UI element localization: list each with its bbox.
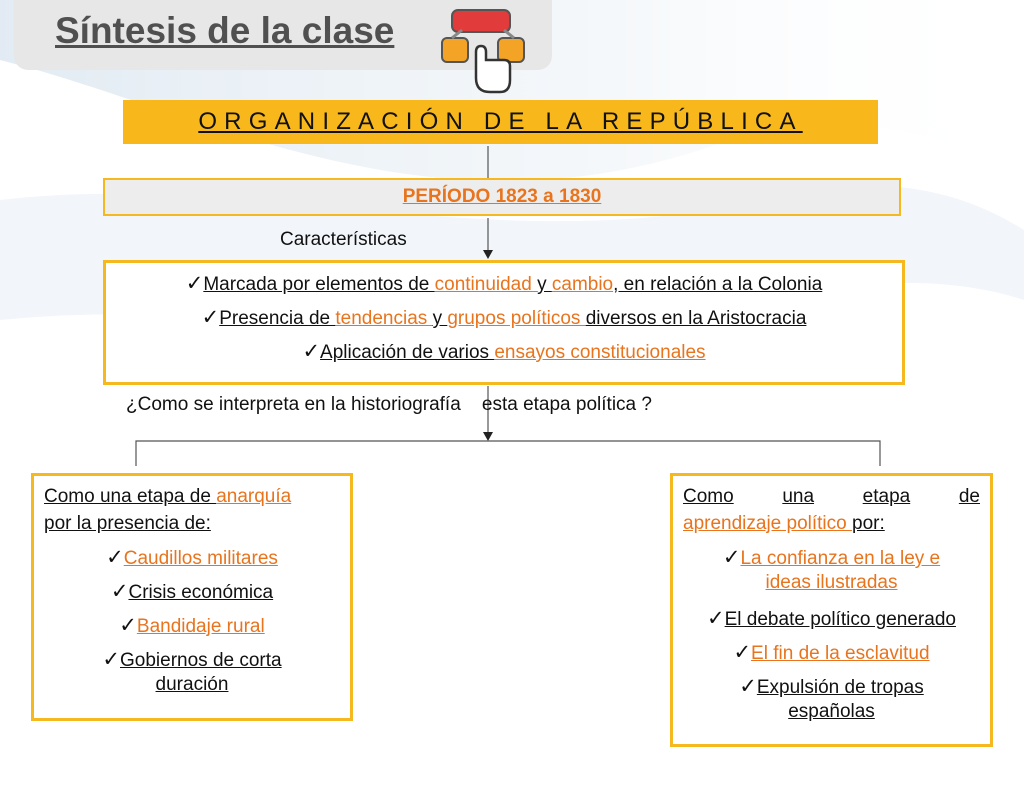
heading-box — [123, 100, 878, 144]
question-text: ¿Como se interpreta en la historiografía esta etapa política ? — [126, 394, 652, 415]
intro-text: Como una etapa de — [44, 486, 217, 507]
item-text: Expulsión de tropas — [756, 677, 924, 698]
intro-text: Como — [683, 486, 734, 507]
characteristics-label: Características — [280, 229, 407, 250]
characteristic-text: y — [432, 308, 448, 329]
item-text: El debate político generado — [724, 609, 956, 630]
check-icon: ✓ — [102, 648, 120, 671]
hand-pointer-diagram-icon — [438, 8, 530, 96]
intro-text: etapa — [862, 486, 911, 507]
characteristic-item — [106, 339, 902, 364]
characteristic-text: cambio — [551, 274, 614, 295]
check-icon: ✓ — [707, 607, 725, 630]
period-box — [103, 178, 901, 216]
intro-text: por la presencia de: — [44, 513, 211, 534]
learning-box — [670, 473, 993, 747]
characteristic-text: continuidad — [434, 274, 538, 295]
intro-text: una — [782, 486, 815, 507]
characteristic-text: Presencia de — [219, 308, 336, 329]
anarchy-box — [31, 473, 353, 721]
list-item-continuation — [34, 674, 350, 696]
characteristic-text: tendencias — [335, 308, 433, 329]
characteristic-text: ensayos constitucionales — [494, 342, 706, 363]
characteristic-item — [106, 305, 902, 330]
anarchy-intro-line — [44, 486, 291, 508]
heading: ORGANIZACIÓN DE LA REPÚBLICA — [198, 108, 803, 135]
check-icon: ✓ — [106, 546, 124, 569]
page-title: Síntesis de la clase — [55, 10, 395, 51]
item-text: Bandidaje rural — [136, 616, 265, 637]
characteristic-text: grupos políticos — [447, 308, 586, 329]
intro-text: por: — [852, 513, 885, 534]
check-icon: ✓ — [185, 272, 204, 295]
intro-highlight: anarquía — [216, 486, 292, 507]
item-text: duración — [155, 674, 229, 695]
list-item — [34, 647, 350, 672]
item-text: Crisis económica — [128, 582, 274, 603]
check-icon: ✓ — [739, 675, 757, 698]
item-text: Gobiernos de corta — [120, 650, 282, 671]
characteristic-text: y — [537, 274, 552, 295]
check-icon: ✓ — [302, 340, 321, 363]
list-item — [673, 606, 990, 631]
characteristic-item — [106, 271, 902, 296]
characteristics-box — [103, 260, 905, 385]
check-icon: ✓ — [201, 306, 220, 329]
item-text: La confianza en la ley e — [740, 548, 941, 569]
item-text: El fin de la esclavitud — [751, 643, 930, 664]
item-text: españolas — [788, 701, 875, 722]
check-icon: ✓ — [119, 614, 137, 637]
learning-intro-line — [683, 513, 885, 535]
list-item-continuation — [673, 701, 990, 723]
check-icon: ✓ — [733, 641, 752, 664]
list-item-continuation — [673, 572, 990, 594]
list-item — [673, 640, 990, 665]
period-label: PERÍODO 1823 a 1830 — [402, 186, 602, 207]
characteristic-text: Aplicación de varios — [320, 342, 495, 363]
characteristic-text: , en relación a la Colonia — [613, 274, 823, 295]
item-text: ideas ilustradas — [765, 572, 898, 593]
check-icon: ✓ — [110, 580, 129, 603]
list-item — [34, 579, 350, 604]
intro-text: de — [958, 486, 980, 507]
characteristic-text: Marcada por elementos de — [203, 274, 435, 295]
characteristic-text: diversos en la Aristocracia — [585, 308, 807, 329]
list-item — [673, 674, 990, 699]
list-item — [34, 613, 350, 638]
item-text: Caudillos militares — [123, 548, 278, 569]
learning-intro-line — [683, 486, 980, 508]
intro-highlight: aprendizaje político — [683, 513, 852, 534]
check-icon: ✓ — [722, 546, 741, 569]
list-item — [673, 545, 990, 570]
anarchy-intro-line — [44, 513, 211, 535]
list-item — [34, 545, 350, 570]
